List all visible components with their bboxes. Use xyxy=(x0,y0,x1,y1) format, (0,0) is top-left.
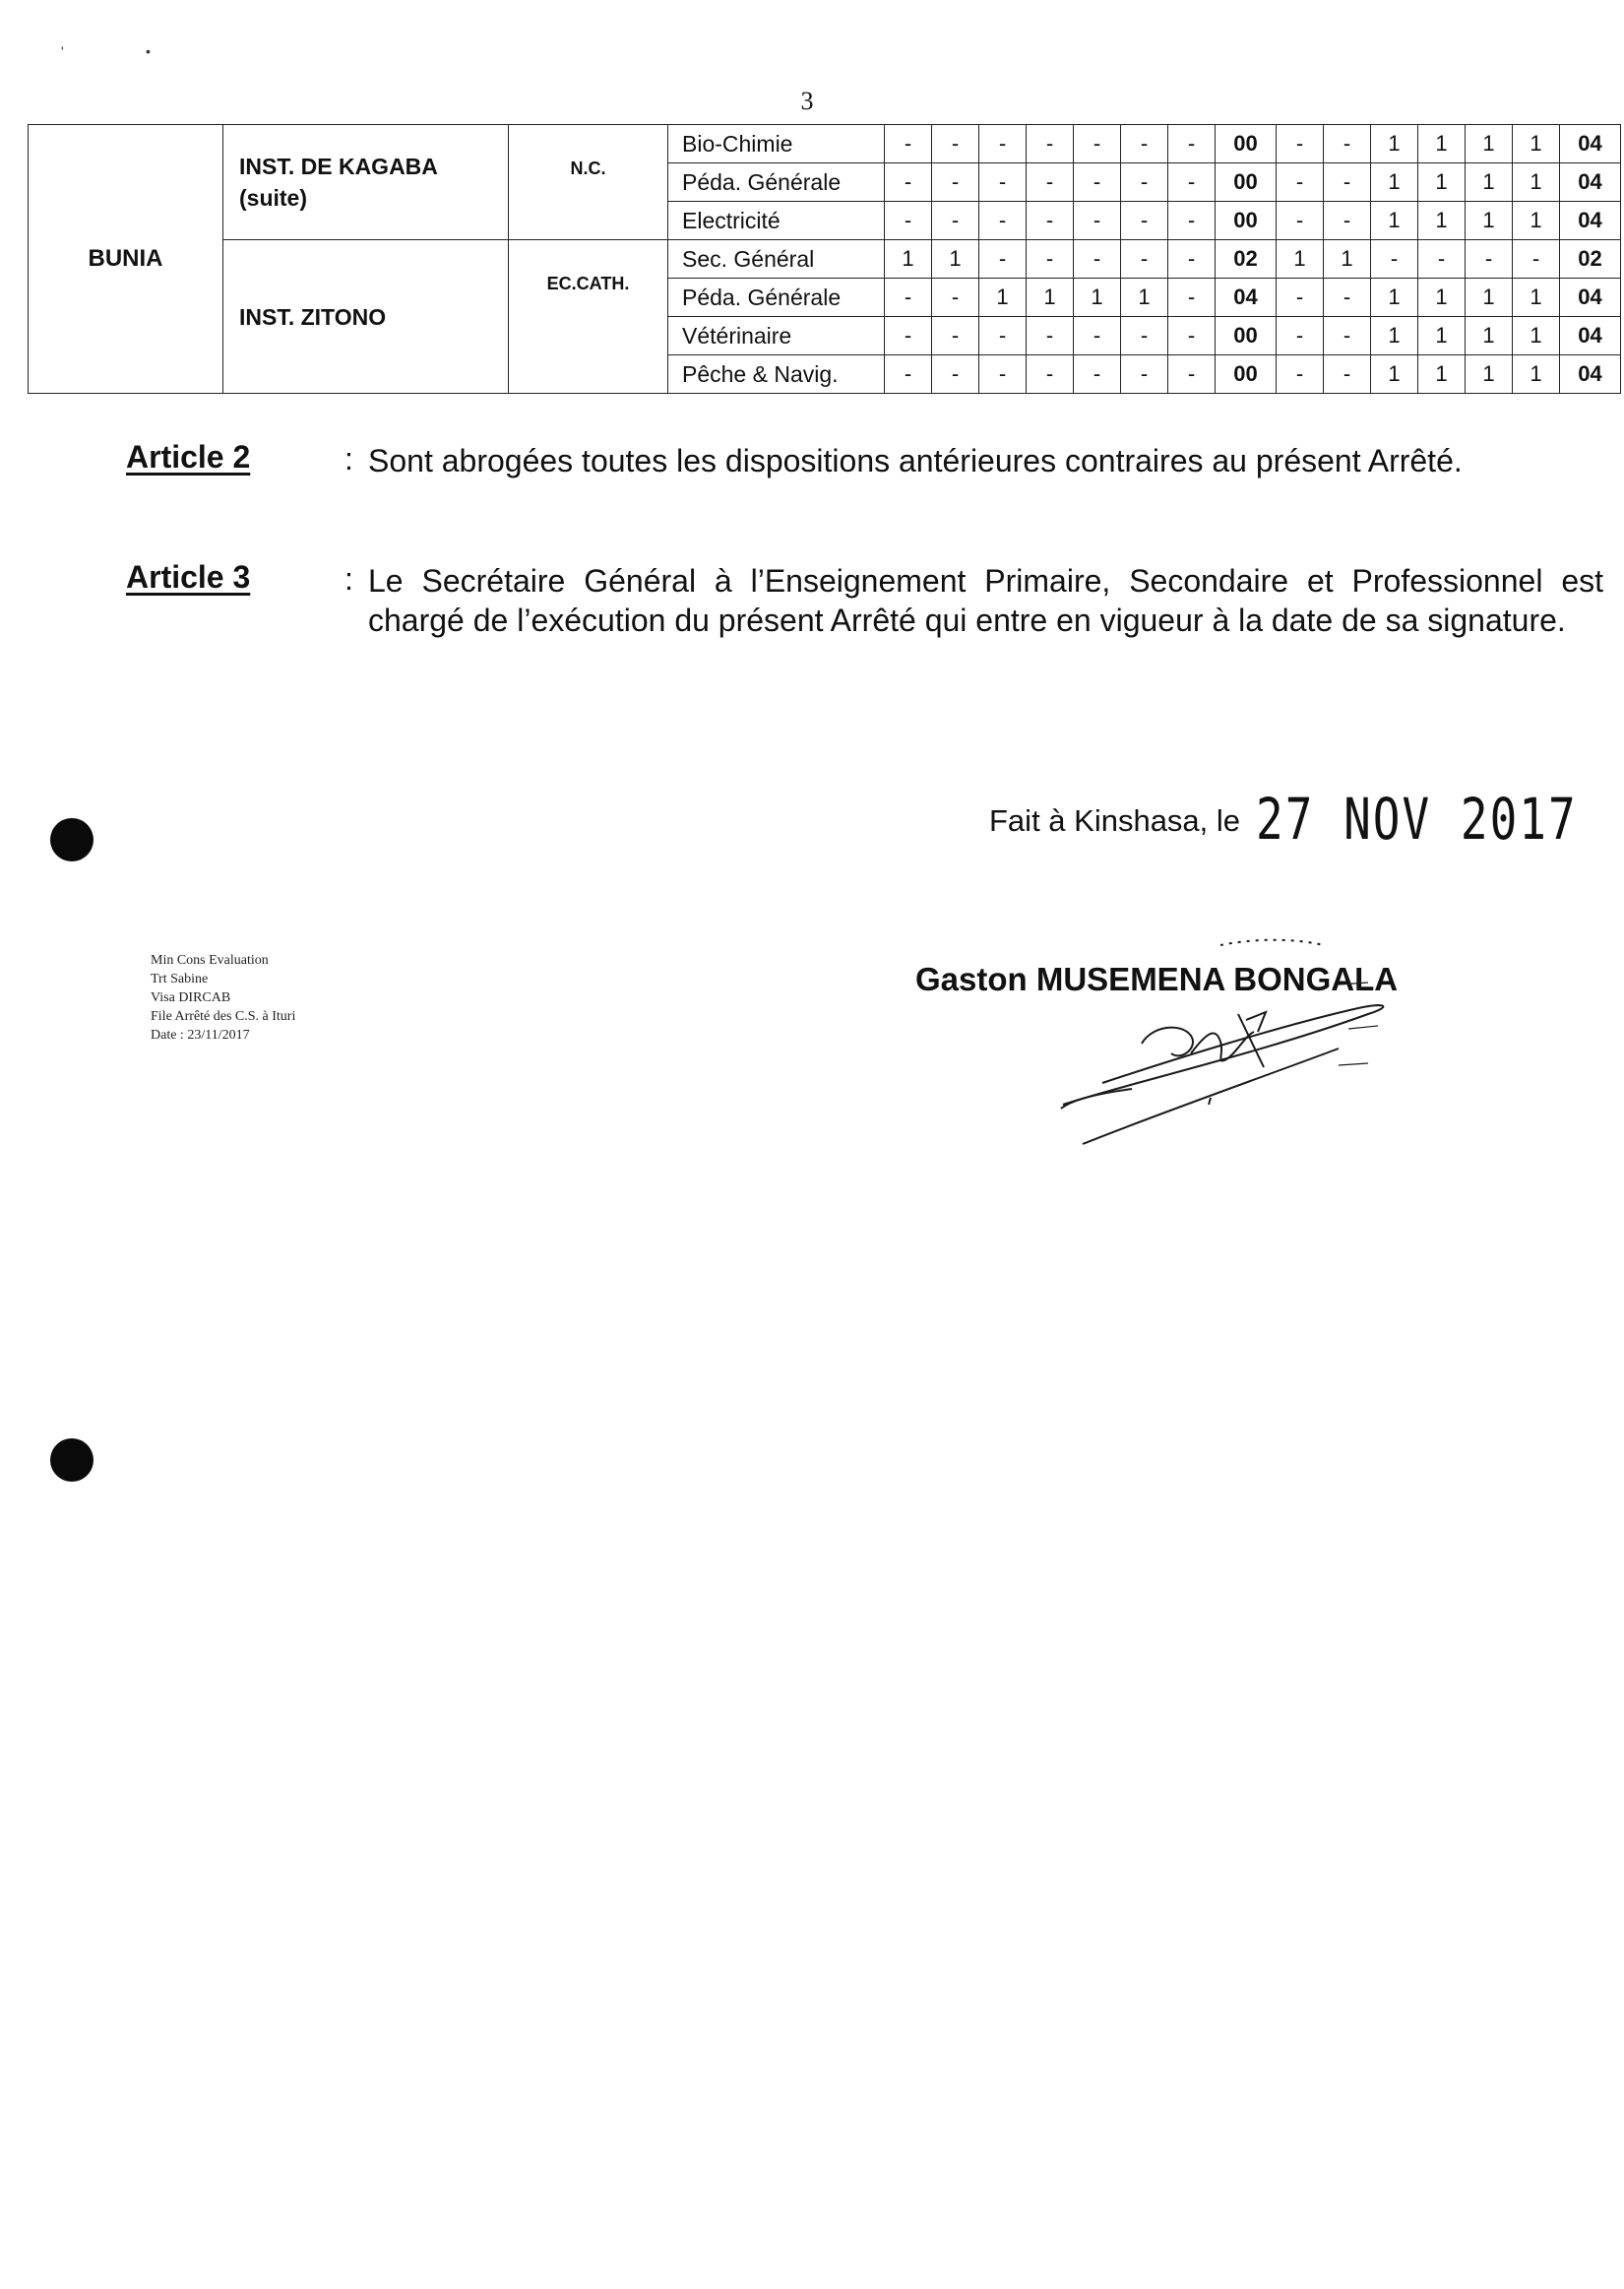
article-text: Le Secrétaire Général à l’Enseignement Primaire, Secondaire et Professionnel est chargé de l’exécution du présent Arrêté qui entre en vigueur à la date de sa signature. xyxy=(368,563,1603,638)
value-cell: - xyxy=(979,355,1027,394)
section-cell: Péda. Générale xyxy=(668,279,885,317)
value-cell: - xyxy=(932,279,979,317)
value-cell: - xyxy=(1168,163,1216,202)
punch-hole-mark xyxy=(50,1438,94,1482)
value-cell: - xyxy=(1027,317,1074,355)
value-cell: - xyxy=(979,317,1027,355)
value-cell: - xyxy=(1277,279,1324,317)
value-cell: - xyxy=(932,355,979,394)
value-cell: - xyxy=(1027,240,1074,279)
total-cell: 00 xyxy=(1216,355,1277,394)
value-cell: 1 xyxy=(1418,125,1466,163)
network-cell: EC.CATH. xyxy=(509,240,668,394)
scan-mark: ' xyxy=(61,43,64,59)
reference-line: Min Cons Evaluation xyxy=(151,953,269,968)
value-cell: 1 xyxy=(1277,240,1324,279)
value-cell: - xyxy=(1074,355,1121,394)
value-cell: - xyxy=(1418,240,1466,279)
value-cell: 1 xyxy=(1513,163,1560,202)
value-cell: - xyxy=(1324,355,1371,394)
signatory-name: Gaston MUSEMENA BONGALA xyxy=(915,961,1399,997)
handwritten-signature xyxy=(1043,916,1437,1172)
article-colon: : xyxy=(344,561,353,597)
total-cell: 04 xyxy=(1560,355,1621,394)
school-name-cell: INST. ZITONO xyxy=(223,240,509,394)
section-cell: Electricité xyxy=(668,202,885,240)
total-cell: 04 xyxy=(1560,163,1621,202)
value-cell: 1 xyxy=(1513,202,1560,240)
value-cell: 1 xyxy=(979,279,1027,317)
value-cell: - xyxy=(1513,240,1560,279)
value-cell: - xyxy=(1324,125,1371,163)
value-cell: - xyxy=(1277,317,1324,355)
value-cell: 1 xyxy=(1324,240,1371,279)
section-cell: Vétérinaire xyxy=(668,317,885,355)
section-cell: Péda. Générale xyxy=(668,163,885,202)
total-cell: 04 xyxy=(1560,125,1621,163)
value-cell: - xyxy=(1277,163,1324,202)
total-cell: 00 xyxy=(1216,317,1277,355)
value-cell: - xyxy=(1121,125,1168,163)
value-cell: - xyxy=(1371,240,1418,279)
table-row xyxy=(29,125,1621,163)
value-cell: - xyxy=(1121,163,1168,202)
value-cell: - xyxy=(885,317,932,355)
page-number: 3 xyxy=(800,87,814,115)
value-cell: 1 xyxy=(1027,279,1074,317)
value-cell: 1 xyxy=(1513,279,1560,317)
value-cell: 1 xyxy=(932,240,979,279)
value-cell: - xyxy=(1168,240,1216,279)
total-cell: 02 xyxy=(1560,240,1621,279)
value-cell: 1 xyxy=(1466,317,1513,355)
value-cell: - xyxy=(1027,125,1074,163)
value-cell: - xyxy=(885,125,932,163)
article-text: Sont abrogées toutes les dispositions antérieures contraires au présent Arrêté. xyxy=(368,443,1463,478)
value-cell: - xyxy=(1324,317,1371,355)
value-cell: - xyxy=(932,317,979,355)
reference-line: Trt Sabine xyxy=(151,972,209,986)
value-cell: - xyxy=(1277,202,1324,240)
total-cell: 00 xyxy=(1216,125,1277,163)
value-cell: 1 xyxy=(1371,279,1418,317)
value-cell: - xyxy=(979,163,1027,202)
value-cell: 1 xyxy=(1121,279,1168,317)
value-cell: 1 xyxy=(1418,202,1466,240)
value-cell: 1 xyxy=(1418,317,1466,355)
value-cell: 1 xyxy=(1513,125,1560,163)
article-label: Article 2 xyxy=(126,439,251,475)
reference-block xyxy=(151,951,295,1045)
value-cell: - xyxy=(1027,163,1074,202)
date-stamp: 27 NOV 2017 xyxy=(1256,786,1578,853)
total-cell: 04 xyxy=(1560,202,1621,240)
value-cell: - xyxy=(1074,240,1121,279)
place-date-text: Fait à Kinshasa, le xyxy=(989,803,1241,838)
section-cell: Pêche & Navig. xyxy=(668,355,885,394)
value-cell: - xyxy=(1074,202,1121,240)
value-cell: - xyxy=(885,202,932,240)
value-cell: 1 xyxy=(1466,125,1513,163)
table-row xyxy=(29,240,1621,279)
value-cell: - xyxy=(1074,125,1121,163)
value-cell: - xyxy=(1277,355,1324,394)
school-name-cell: INST. DE KAGABA (suite) xyxy=(223,125,509,240)
reference-line: Visa DIRCAB xyxy=(151,990,231,1005)
value-cell: - xyxy=(932,125,979,163)
allocation-table xyxy=(28,124,1621,394)
value-cell: 1 xyxy=(1513,355,1560,394)
value-cell: 1 xyxy=(1371,355,1418,394)
value-cell: - xyxy=(885,163,932,202)
value-cell: - xyxy=(1324,279,1371,317)
value-cell: - xyxy=(1074,317,1121,355)
value-cell: - xyxy=(979,240,1027,279)
section-cell: Sec. Général xyxy=(668,240,885,279)
value-cell: - xyxy=(1121,317,1168,355)
scan-mark: • xyxy=(146,43,151,59)
network-cell: N.C. xyxy=(509,125,668,240)
section-cell: Bio-Chimie xyxy=(668,125,885,163)
value-cell: 1 xyxy=(1074,279,1121,317)
value-cell: - xyxy=(1121,240,1168,279)
total-cell: 00 xyxy=(1216,163,1277,202)
value-cell: 1 xyxy=(1418,355,1466,394)
value-cell: - xyxy=(932,163,979,202)
value-cell: 1 xyxy=(1466,355,1513,394)
total-cell: 04 xyxy=(1216,279,1277,317)
value-cell: - xyxy=(1168,355,1216,394)
value-cell: 1 xyxy=(1466,163,1513,202)
article-label: Article 3 xyxy=(126,559,251,595)
value-cell: - xyxy=(1466,240,1513,279)
reference-line: Date : 23/11/2017 xyxy=(151,1028,250,1043)
value-cell: - xyxy=(932,202,979,240)
value-cell: 1 xyxy=(885,240,932,279)
value-cell: - xyxy=(1168,202,1216,240)
reference-line: File Arrêté des C.S. à Ituri xyxy=(151,1009,296,1024)
value-cell: - xyxy=(1168,317,1216,355)
value-cell: 1 xyxy=(1371,202,1418,240)
punch-hole-mark xyxy=(50,818,94,861)
value-cell: - xyxy=(1324,202,1371,240)
value-cell: - xyxy=(1168,125,1216,163)
value-cell: - xyxy=(979,125,1027,163)
value-cell: - xyxy=(1121,355,1168,394)
value-cell: 1 xyxy=(1513,317,1560,355)
total-cell: 04 xyxy=(1560,317,1621,355)
value-cell: 1 xyxy=(1466,279,1513,317)
place-date-line xyxy=(989,786,1578,853)
value-cell: 1 xyxy=(1371,163,1418,202)
value-cell: 1 xyxy=(1371,317,1418,355)
article-colon: : xyxy=(344,441,353,477)
value-cell: - xyxy=(885,355,932,394)
value-cell: - xyxy=(1074,163,1121,202)
value-cell: - xyxy=(1027,202,1074,240)
total-cell: 04 xyxy=(1560,279,1621,317)
value-cell: 1 xyxy=(1418,163,1466,202)
value-cell: - xyxy=(1121,202,1168,240)
value-cell: - xyxy=(885,279,932,317)
value-cell: 1 xyxy=(1371,125,1418,163)
value-cell: 1 xyxy=(1418,279,1466,317)
value-cell: 1 xyxy=(1466,202,1513,240)
value-cell: - xyxy=(1168,279,1216,317)
city-cell: BUNIA xyxy=(29,125,223,394)
value-cell: - xyxy=(1324,163,1371,202)
value-cell: - xyxy=(1277,125,1324,163)
total-cell: 02 xyxy=(1216,240,1277,279)
value-cell: - xyxy=(1027,355,1074,394)
total-cell: 00 xyxy=(1216,202,1277,240)
value-cell: - xyxy=(979,202,1027,240)
